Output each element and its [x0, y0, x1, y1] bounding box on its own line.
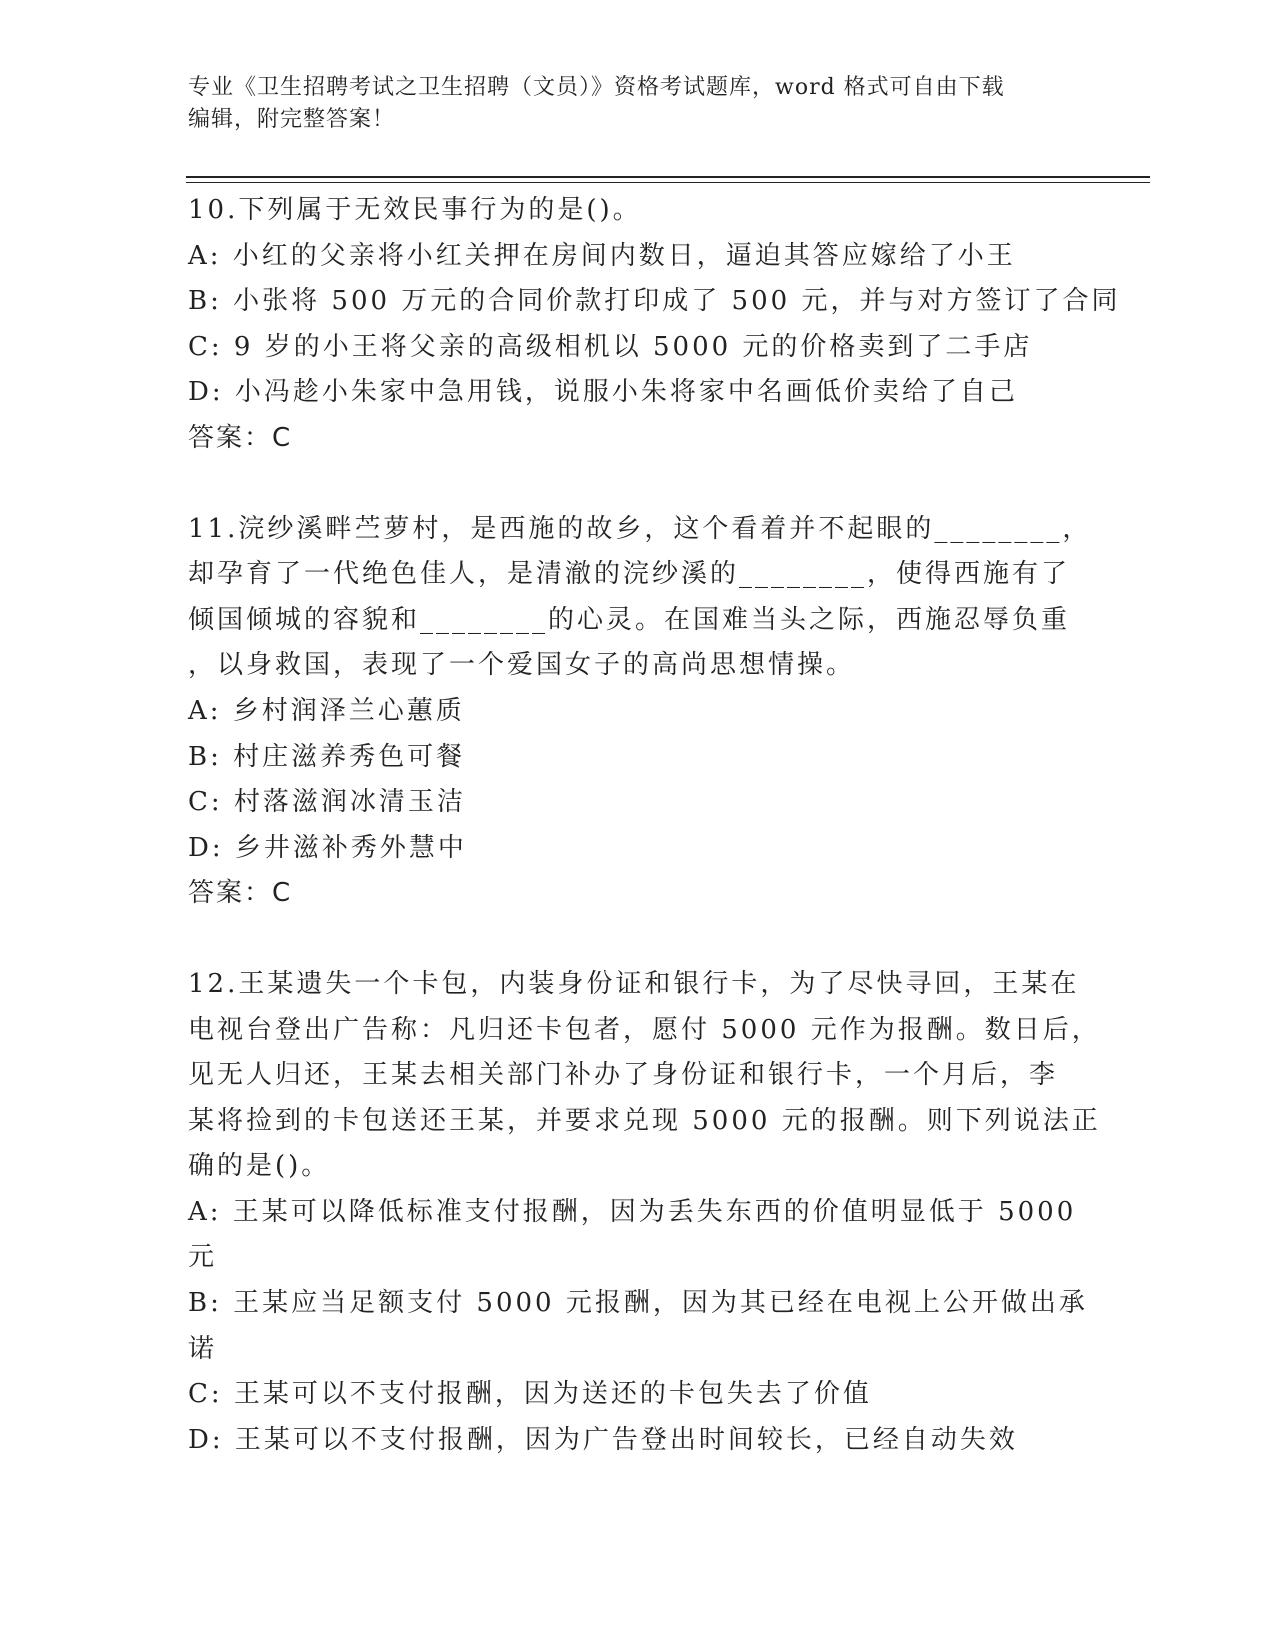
question-11 [188, 507, 1092, 917]
header-line: 编辑，附完整答案！ [188, 107, 396, 132]
option-b: B: 小张将 500 万元的合同价款打印成了 500 元，并与对方签订了合同 [188, 286, 1121, 317]
answer-label: 答案：C [188, 422, 293, 453]
header-divider-thin [186, 182, 1150, 183]
option-b: B: 村庄滋养秀色可餐 [188, 741, 466, 772]
question-stem: 10.下列属于无效民事行为的是()。 [188, 195, 642, 225]
option-a: A: 乡村润泽兰心蕙质 [188, 695, 465, 726]
question-stem: 见无人归还，王某去相关部门补办了身份证和银行卡，一个月后，李 [188, 1060, 1059, 1091]
question-stem: 电视台登出广告称：凡归还卡包者，愿付 5000 元作为报酬。数日后， [188, 1014, 1101, 1045]
option-b: B: 王某应当足额支付 5000 元报酬，因为其已经在电视上公开做出承 [188, 1288, 1088, 1319]
question-stem: 倾国倾城的容貌和________的心灵。在国难当头之际，西施忍辱负重 [188, 604, 1071, 635]
option-d: D: 小冯趁小朱家中急用钱，说服小朱将家中名画低价卖给了自己 [188, 377, 1018, 408]
header-divider [186, 176, 1150, 178]
option-d: D: 王某可以不支付报酬，因为广告登出时间较长，已经自动失效 [188, 1424, 1018, 1455]
question-10 [188, 188, 1121, 462]
answer-label: 答案：C [188, 878, 293, 909]
option-c: C: 9 岁的小王将父亲的高级相机以 5000 元的价格卖到了二手店 [188, 331, 1033, 362]
question-stem: 11.浣纱溪畔苎萝村，是西施的故乡，这个看着并不起眼的________， [188, 513, 1092, 544]
option-a-continued: 元 [188, 1242, 218, 1273]
question-stem: 却孕育了一代绝色佳人，是清澈的浣纱溪的________，使得西施有了 [188, 559, 1071, 590]
question-stem: ，以身救国，表现了一个爱国女子的高尚思想情操。 [188, 650, 856, 681]
header-line: 专业《卫生招聘考试之卫生招聘（文员）》资格考试题库，word 格式可自由下载 [188, 75, 1005, 100]
question-12 [188, 962, 1101, 1464]
option-a: A: 王某可以降低标准支付报酬，因为丢失东西的价值明显低于 5000 [188, 1196, 1077, 1227]
document-header [188, 72, 1088, 136]
option-c: C: 王某可以不支付报酬，因为送还的卡包失去了价值 [188, 1379, 872, 1410]
option-d: D: 乡井滋补秀外慧中 [188, 832, 467, 863]
question-stem: 12.王某遗失一个卡包，内装身份证和银行卡，为了尽快寻回，王某在 [188, 968, 1080, 999]
question-stem: 某将捡到的卡包送还王某，并要求兑现 5000 元的报酬。则下列说法正 [188, 1105, 1101, 1136]
question-stem: 确的是()。 [188, 1151, 331, 1182]
option-a: A: 小红的父亲将小红关押在房间内数日，逼迫其答应嫁给了小王 [188, 240, 1016, 271]
option-c: C: 村落滋润冰清玉洁 [188, 787, 466, 818]
option-b-continued: 诺 [188, 1333, 218, 1364]
question-list [188, 188, 1121, 1508]
